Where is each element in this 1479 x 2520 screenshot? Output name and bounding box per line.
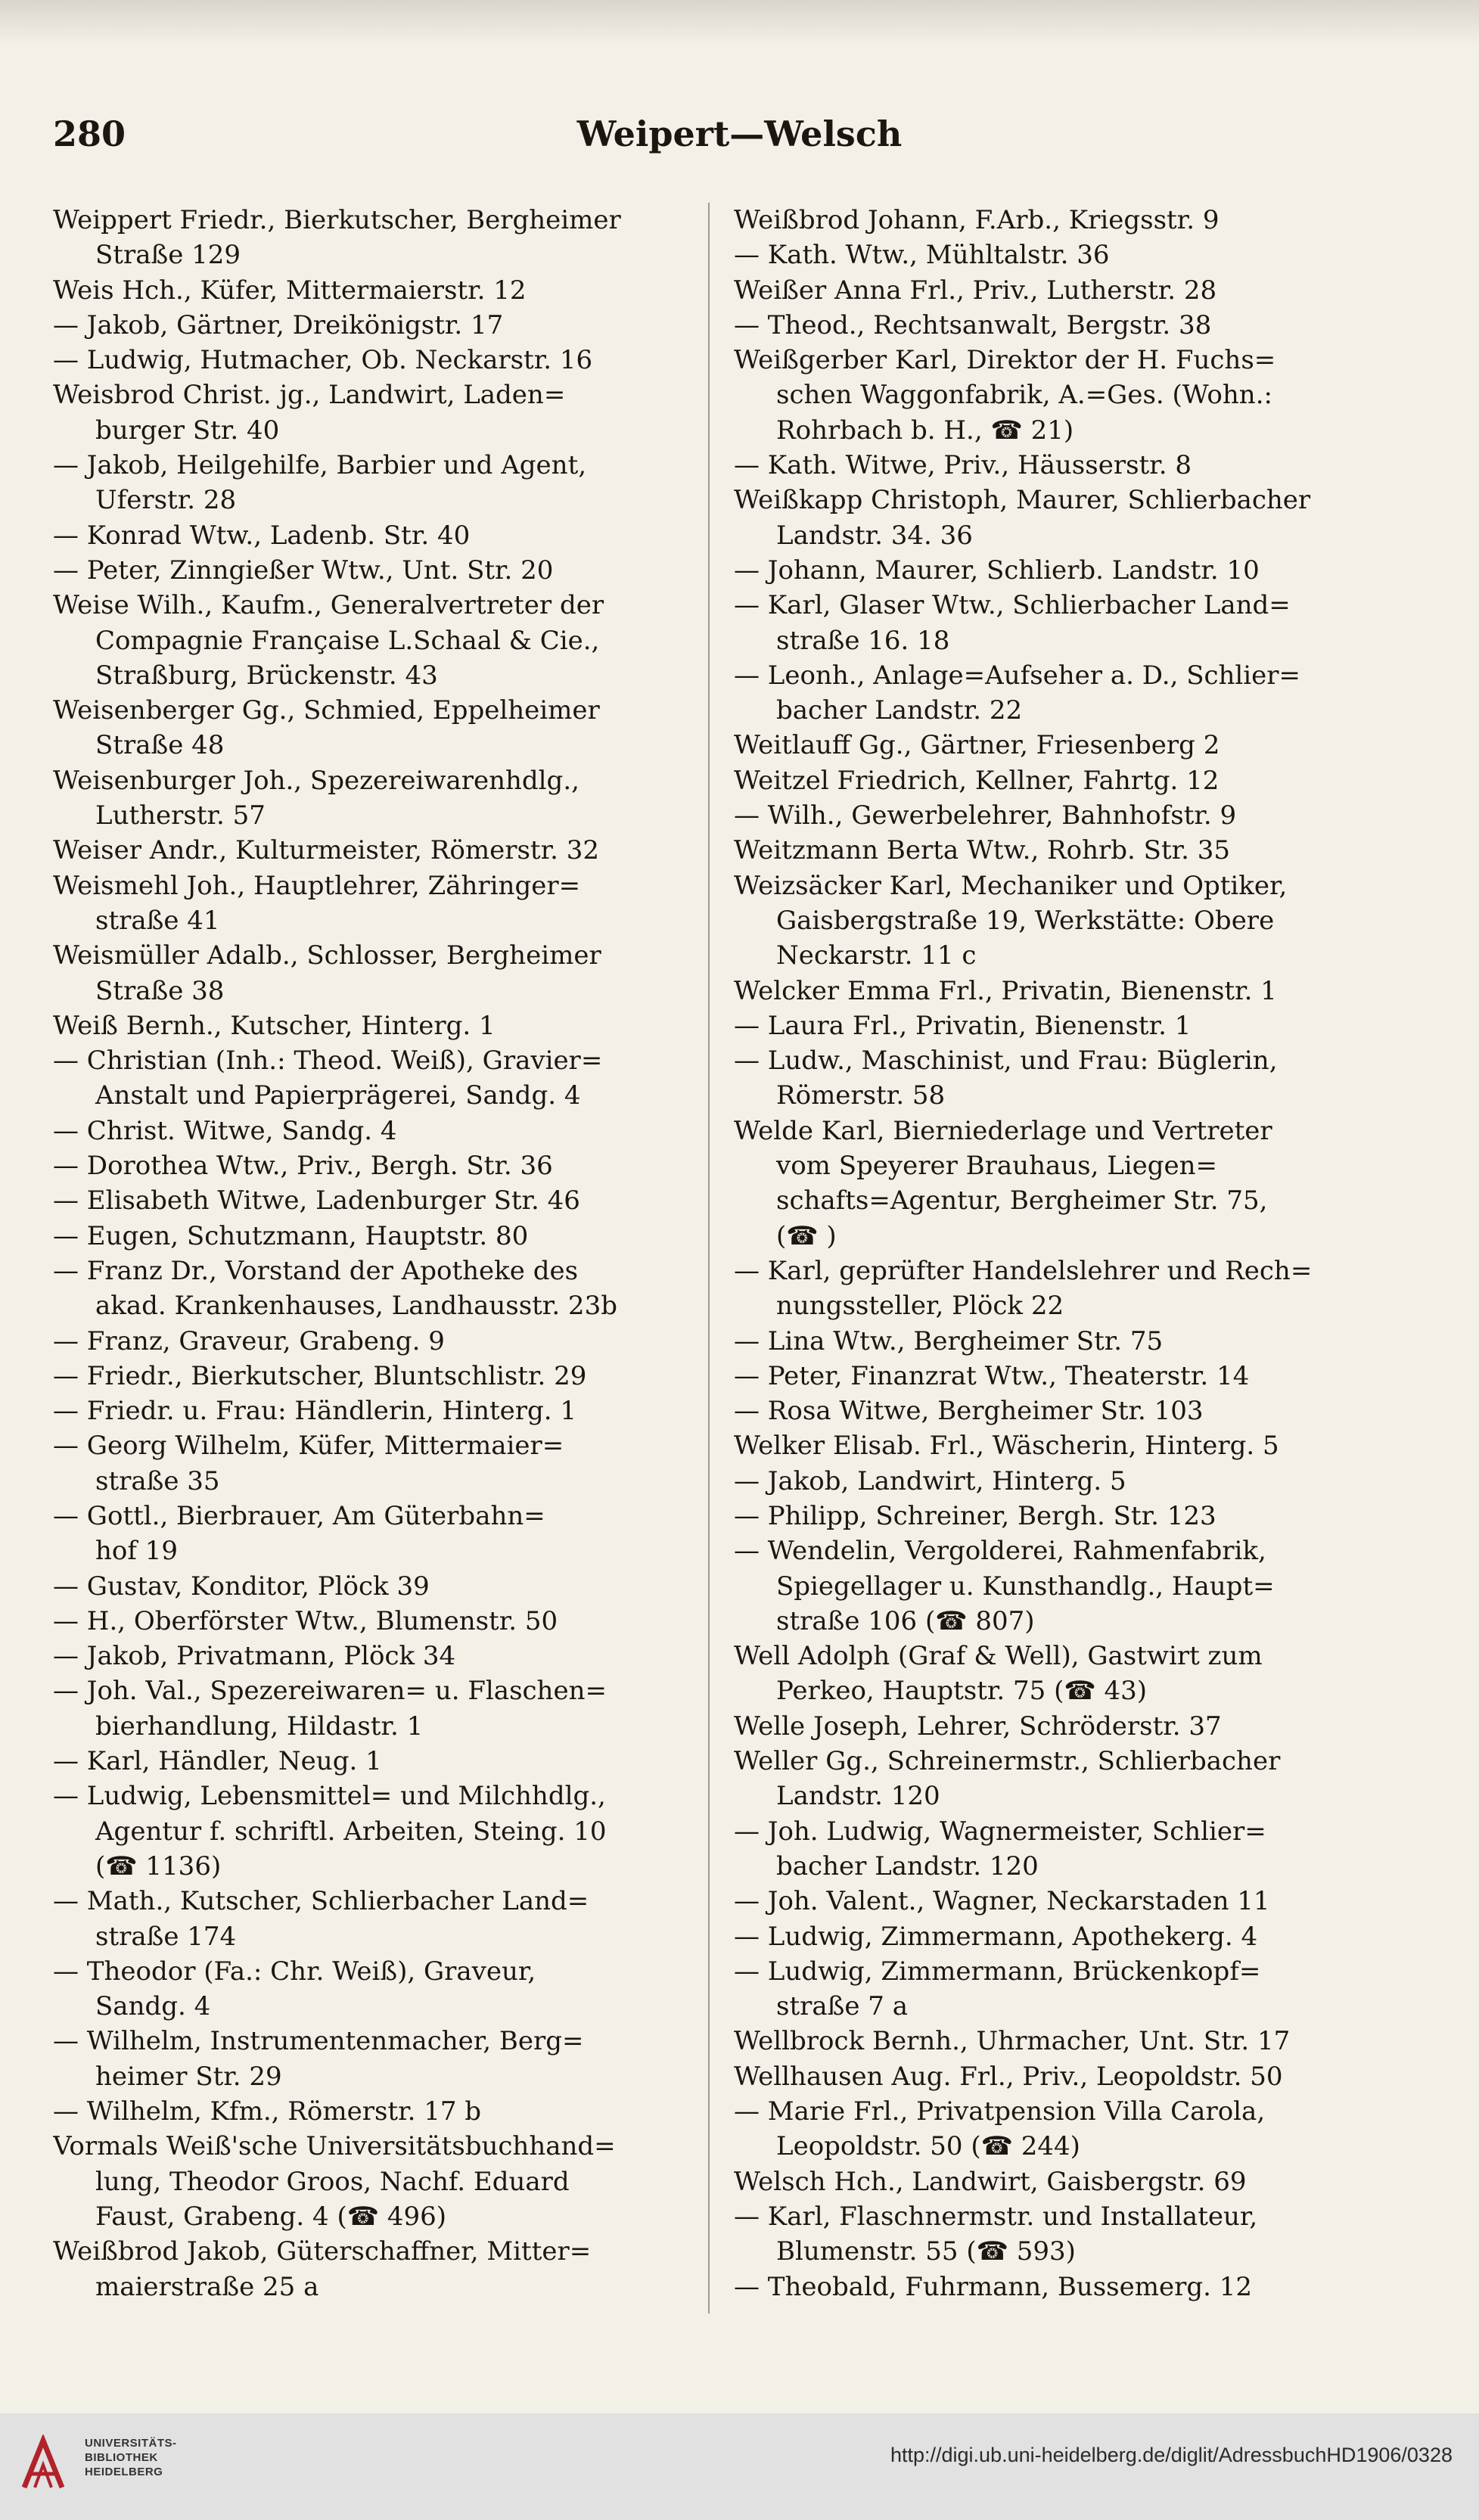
directory-entry-line: Weippert Friedr., Bierkutscher, Bergheimer [53, 205, 621, 235]
directory-entry-line: — Peter, Zinngießer Wtw., Unt. Str. 20 [53, 555, 554, 586]
directory-entry-line: Weismehl Joh., Hauptlehrer, Zähringer= [53, 870, 581, 901]
directory-entry-line: — Wendelin, Vergolderei, Rahmenfabrik, [734, 1536, 1266, 1567]
directory-entry-line: — Georg Wilhelm, Küfer, Mittermaier= [53, 1431, 564, 1462]
directory-entry-line: Weitlauff Gg., Gärtner, Friesenberg 2 [734, 730, 1220, 761]
directory-entry-line: — H., Oberförster Wtw., Blumenstr. 50 [53, 1605, 558, 1636]
directory-entry-line: straße 16. 18 [776, 625, 950, 656]
directory-entry-line: Well Adolph (Graf & Well), Gastwirt zum [734, 1641, 1263, 1672]
directory-entry-line: — Karl, Flaschnermstr. und Installateur, [734, 2201, 1258, 2232]
directory-entry-line: Weise Wilh., Kaufm., Generalvertreter der [53, 590, 604, 621]
directory-entry-line: (☎ 1136) [95, 1850, 222, 1881]
directory-entry-line: straße 41 [95, 905, 220, 936]
directory-entry-line: — Rosa Witwe, Bergheimer Str. 103 [734, 1396, 1204, 1427]
directory-entry-line: Wellbrock Bernh., Uhrmacher, Unt. Str. 17 [734, 2026, 1291, 2057]
directory-entry-line: Weizsäcker Karl, Mechaniker und Optiker, [734, 870, 1288, 901]
directory-entry-line: Weisenburger Joh., Spezereiwarenhdlg., [53, 765, 579, 796]
directory-entry-line: — Lina Wtw., Bergheimer Str. 75 [734, 1325, 1164, 1356]
source-url-link[interactable]: http://digi.ub.uni-heidelberg.de/diglit/AdressbuchHD1906/0328 [890, 2444, 1453, 2466]
left-column [53, 203, 711, 2304]
library-name-line: UNIVERSITÄTS- [85, 2437, 177, 2450]
directory-entry-line: — Wilhelm, Instrumentenmacher, Berg= [53, 2026, 584, 2057]
running-title: Weipert—Welsch [576, 113, 903, 154]
directory-entry-line: bierhandlung, Hildastr. 1 [95, 1711, 424, 1742]
scan-edge [0, 0, 1479, 45]
directory-entry-line: Weitzmann Berta Wtw., Rohrb. Str. 35 [734, 835, 1231, 866]
directory-entry-line: — Christ. Witwe, Sandg. 4 [53, 1115, 397, 1146]
directory-entry-line: — Theobald, Fuhrmann, Bussemerg. 12 [734, 2271, 1252, 2302]
library-name-line: BIBLIOTHEK [85, 2451, 158, 2464]
directory-entry-line: Römerstr. 58 [776, 1080, 946, 1111]
directory-entry-line: Gaisbergstraße 19, Werkstätte: Obere [776, 905, 1275, 936]
directory-entry-line: — Theod., Rechtsanwalt, Bergstr. 38 [734, 309, 1212, 340]
directory-entry-line: nungssteller, Plöck 22 [776, 1291, 1064, 1322]
directory-entry-line: maierstraße 25 a [95, 2271, 319, 2302]
directory-entry-line: (☎ ) [776, 1220, 837, 1251]
footer-bar [0, 2413, 1479, 2520]
directory-entry-line: Weiser Andr., Kulturmeister, Römerstr. 32 [53, 835, 599, 866]
directory-entry-line: — Wilhelm, Kfm., Römerstr. 17 b [53, 2096, 482, 2127]
directory-entry-line: — Philipp, Schreiner, Bergh. Str. 123 [734, 1500, 1216, 1531]
directory-entry-line: — Joh. Ludwig, Wagnermeister, Schlier= [734, 1816, 1266, 1847]
directory-entry-line: Straßburg, Brückenstr. 43 [95, 660, 438, 691]
directory-entry-line: — Johann, Maurer, Schlierb. Landstr. 10 [734, 555, 1260, 586]
directory-entry-line: — Jakob, Privatmann, Plöck 34 [53, 1641, 456, 1672]
directory-entry-line: — Joh. Val., Spezereiwaren= u. Flaschen= [53, 1676, 607, 1707]
directory-entry-line: — Ludwig, Lebensmittel= und Milchhdlg., [53, 1781, 606, 1812]
directory-entry-line: Neckarstr. 11 c [776, 940, 977, 971]
directory-entry-line: schen Waggonfabrik, A.=Ges. (Wohn.: [776, 380, 1272, 411]
directory-entry-line: Weiß Bernh., Kutscher, Hinterg. 1 [53, 1010, 496, 1041]
directory-entry-line: — Peter, Finanzrat Wtw., Theaterstr. 14 [734, 1360, 1250, 1391]
directory-entry-line: — Joh. Valent., Wagner, Neckarstaden 11 [734, 1886, 1270, 1917]
directory-entry-line: hof 19 [95, 1536, 179, 1567]
directory-entry-line: — Karl, geprüfter Handelslehrer und Rech= [734, 1255, 1313, 1286]
directory-entry-line: Weismüller Adalb., Schlosser, Bergheimer [53, 940, 601, 971]
column-divider [708, 203, 710, 2313]
directory-entry-line: Uferstr. 28 [95, 485, 237, 516]
directory-entry-line: — Christian (Inh.: Theod. Weiß), Gravier= [53, 1046, 603, 1077]
directory-entry-line: bacher Landstr. 120 [776, 1850, 1039, 1881]
directory-entry-line: straße 35 [95, 1465, 220, 1496]
directory-columns [53, 203, 1426, 2321]
directory-entry-line: Spiegellager u. Kunsthandlg., Haupt= [776, 1571, 1275, 1602]
directory-entry-line: Sandg. 4 [95, 1991, 211, 2022]
directory-entry-line: Perkeo, Hauptstr. 75 (☎ 43) [776, 1676, 1148, 1707]
directory-entry-line: Weißkapp Christoph, Maurer, Schlierbacher [734, 485, 1311, 516]
directory-entry-line: Faust, Grabeng. 4 (☎ 496) [95, 2201, 447, 2232]
library-name [85, 2436, 177, 2479]
directory-entry-line: vom Speyerer Brauhaus, Liegen= [776, 1151, 1218, 1182]
directory-entry-line: — Marie Frl., Privatpension Villa Carola, [734, 2096, 1266, 2127]
directory-entry-line: — Gottl., Bierbrauer, Am Güterbahn= [53, 1500, 545, 1531]
directory-entry-line: — Karl, Glaser Wtw., Schlierbacher Land= [734, 590, 1291, 621]
directory-entry-line: — Math., Kutscher, Schlierbacher Land= [53, 1886, 589, 1917]
directory-entry-line: Straße 38 [95, 975, 225, 1006]
directory-entry-line: Weitzel Friedrich, Kellner, Fahrtg. 12 [734, 765, 1220, 796]
library-logo-icon [17, 2435, 70, 2495]
directory-entry-line: heimer Str. 29 [95, 2061, 282, 2092]
directory-entry-line: Welker Elisab. Frl., Wäscherin, Hinterg. 5 [734, 1431, 1279, 1462]
directory-entry-line: Welcker Emma Frl., Privatin, Bienenstr. 1 [734, 975, 1277, 1006]
directory-entry-line: — Franz Dr., Vorstand der Apotheke des [53, 1255, 579, 1286]
directory-entry-line: — Ludwig, Zimmermann, Apothekerg. 4 [734, 1921, 1258, 1952]
directory-entry-line: Rohrbach b. H., ☎ 21) [776, 415, 1074, 446]
directory-entry-line: lung, Theodor Groos, Nachf. Eduard [95, 2166, 570, 2197]
library-name-line: HEIDELBERG [85, 2466, 163, 2478]
directory-entry-line: Lutherstr. 57 [95, 800, 266, 831]
directory-entry-line: Welde Karl, Bierniederlage und Vertreter [734, 1115, 1272, 1146]
directory-entry-line: — Ludwig, Zimmermann, Brückenkopf= [734, 1956, 1261, 1987]
directory-entry-line: Compagnie Française L.Schaal & Cie., [95, 625, 600, 656]
directory-entry-line: Anstalt und Papierprägerei, Sandg. 4 [95, 1080, 581, 1111]
directory-entry-line: schafts=Agentur, Bergheimer Str. 75, [776, 1185, 1268, 1216]
directory-entry-line: straße 7 a [776, 1991, 908, 2022]
directory-entry-line: Straße 48 [95, 730, 225, 761]
directory-entry-line: — Leonh., Anlage=Aufseher a. D., Schlier= [734, 660, 1301, 691]
directory-entry-line: Landstr. 120 [776, 1781, 940, 1812]
directory-entry-line: — Dorothea Wtw., Priv., Bergh. Str. 36 [53, 1151, 553, 1182]
directory-entry-line: — Laura Frl., Privatin, Bienenstr. 1 [734, 1010, 1192, 1041]
directory-entry-line: Weißer Anna Frl., Priv., Lutherstr. 28 [734, 275, 1217, 306]
directory-entry-line: — Theodor (Fa.: Chr. Weiß), Graveur, [53, 1956, 536, 1987]
directory-entry-line: bacher Landstr. 22 [776, 695, 1023, 726]
directory-entry-line: burger Str. 40 [95, 415, 280, 446]
directory-entry-line: — Franz, Graveur, Grabeng. 9 [53, 1325, 445, 1356]
directory-entry-line: akad. Krankenhauses, Landhausstr. 23b [95, 1291, 617, 1322]
directory-entry-line: — Karl, Händler, Neug. 1 [53, 1746, 382, 1777]
directory-entry-line: Weller Gg., Schreinermstr., Schlierbacher [734, 1746, 1281, 1777]
directory-entry-line: Welsch Hch., Landwirt, Gaisbergstr. 69 [734, 2166, 1247, 2197]
directory-entry-line: Leopoldstr. 50 (☎ 244) [776, 2131, 1080, 2162]
directory-entry-line: — Gustav, Konditor, Plöck 39 [53, 1571, 430, 1602]
directory-entry-line: — Konrad Wtw., Ladenb. Str. 40 [53, 520, 471, 551]
directory-entry-line: Weis Hch., Küfer, Mittermaierstr. 12 [53, 275, 527, 306]
directory-entry-line: — Friedr., Bierkutscher, Bluntschlistr. 29 [53, 1360, 587, 1391]
directory-entry-line: Weißgerber Karl, Direktor der H. Fuchs= [734, 345, 1276, 376]
directory-entry-line: Welle Joseph, Lehrer, Schröderstr. 37 [734, 1711, 1222, 1742]
directory-entry-line: — Ludwig, Hutmacher, Ob. Neckarstr. 16 [53, 345, 593, 376]
directory-entry-line: — Kath. Wtw., Mühltalstr. 36 [734, 240, 1110, 271]
directory-entry-line: Weisbrod Christ. jg., Landwirt, Laden= [53, 380, 566, 411]
directory-entry-line: — Ludw., Maschinist, und Frau: Büglerin, [734, 1046, 1278, 1077]
directory-entry-line: Landstr. 34. 36 [776, 520, 973, 551]
directory-entry-line: — Jakob, Gärtner, Dreikönigstr. 17 [53, 309, 504, 340]
directory-entry-line: — Wilh., Gewerbelehrer, Bahnhofstr. 9 [734, 800, 1237, 831]
directory-entry-line: Vormals Weiß'sche Universitätsbuchhand= [53, 2131, 616, 2162]
directory-entry-line: straße 174 [95, 1921, 237, 1952]
directory-entry-line: Straße 129 [95, 240, 241, 271]
directory-entry-line: — Friedr. u. Frau: Händlerin, Hinterg. 1 [53, 1396, 577, 1427]
directory-entry-line: — Eugen, Schutzmann, Hauptstr. 80 [53, 1220, 529, 1251]
directory-entry-line: Weißbrod Johann, F.Arb., Kriegsstr. 9 [734, 205, 1220, 235]
directory-entry-line: Weißbrod Jakob, Güterschaffner, Mitter= [53, 2236, 592, 2267]
directory-entry-line: Wellhausen Aug. Frl., Priv., Leopoldstr. 50 [734, 2061, 1283, 2092]
directory-entry-line: — Jakob, Heilgehilfe, Barbier und Agent, [53, 450, 587, 481]
directory-entry-line: straße 106 (☎ 807) [776, 1605, 1035, 1636]
directory-entry-line: — Elisabeth Witwe, Ladenburger Str. 46 [53, 1185, 580, 1216]
directory-entry-line: Weisenberger Gg., Schmied, Eppelheimer [53, 695, 600, 726]
page-number: 280 [53, 113, 126, 154]
directory-entry-line: — Jakob, Landwirt, Hinterg. 5 [734, 1465, 1126, 1496]
directory-entry-line: Blumenstr. 55 (☎ 593) [776, 2236, 1076, 2267]
directory-entry-line: — Kath. Witwe, Priv., Häusserstr. 8 [734, 450, 1192, 481]
right-column [711, 203, 1373, 2304]
directory-entry-line: Agentur f. schriftl. Arbeiten, Steing. 10 [95, 1816, 607, 1847]
page-header [53, 113, 1426, 166]
